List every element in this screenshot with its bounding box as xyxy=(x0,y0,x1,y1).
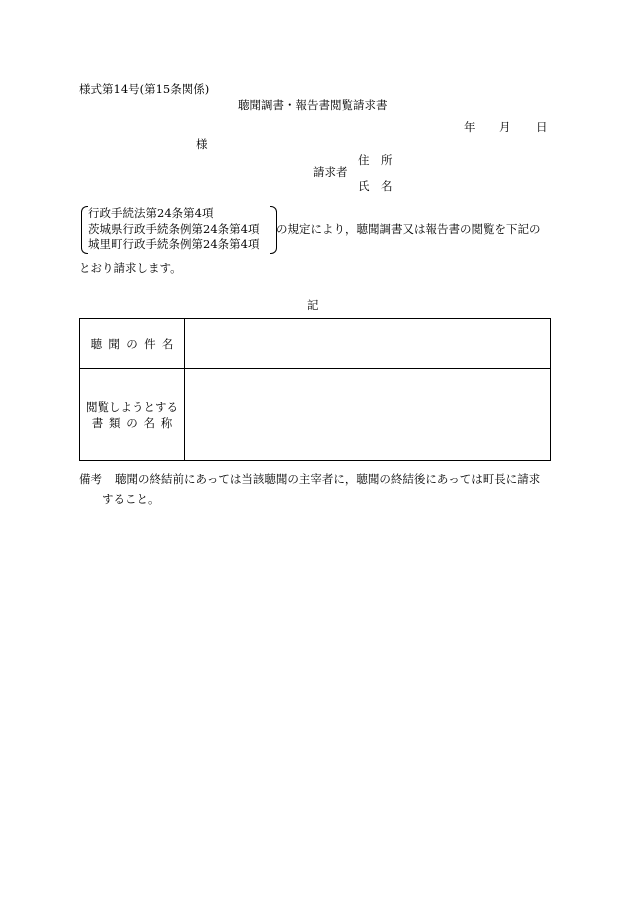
document-name-field[interactable] xyxy=(185,369,551,461)
ki-heading: 記 xyxy=(307,298,319,312)
record-table xyxy=(79,318,551,461)
name-label: 氏 名 xyxy=(358,179,393,193)
document-name-label: 閲覧しようとする 書類の名称 xyxy=(80,369,185,461)
remarks-line2: すること。 xyxy=(102,492,160,506)
hearing-title-field[interactable] xyxy=(185,319,551,369)
legal-basis-item: 行政手続法第24条第4項 xyxy=(88,206,214,220)
legal-basis-item: 城里町行政手続条例第24条第4項 xyxy=(88,237,260,251)
date-day: 日 xyxy=(536,120,548,134)
legal-basis-item: 茨城県行政手続条例第24条第4項 xyxy=(88,221,260,236)
date-month: 月 xyxy=(499,120,511,134)
address-label: 住 所 xyxy=(358,153,393,167)
form-number: 様式第14号(第15条関係) xyxy=(79,82,210,96)
remarks-label: 備考 xyxy=(79,472,102,486)
requester-label: 請求者 xyxy=(313,165,348,179)
table-row xyxy=(80,369,551,461)
table-row xyxy=(80,319,551,369)
body-text-line1: の規定により，聴聞調書又は報告書の閲覧を下記の xyxy=(276,222,541,236)
legal-basis-list xyxy=(88,206,259,253)
addressee-suffix: 様 xyxy=(196,137,208,151)
body-text-line2: とおり請求します。 xyxy=(79,261,182,275)
hearing-title-label: 聴聞の件名 xyxy=(80,319,185,369)
date-year: 年 xyxy=(464,120,476,134)
document-title: 聴聞調書・報告書閲覧請求書 xyxy=(238,98,388,112)
legal-basis-bracket xyxy=(81,206,277,254)
bracket-left-mark xyxy=(81,206,88,254)
remarks-line1: 聴聞の終結前にあっては当該聴聞の主宰者に，聴聞の終結後にあっては町長に請求 xyxy=(115,472,541,486)
